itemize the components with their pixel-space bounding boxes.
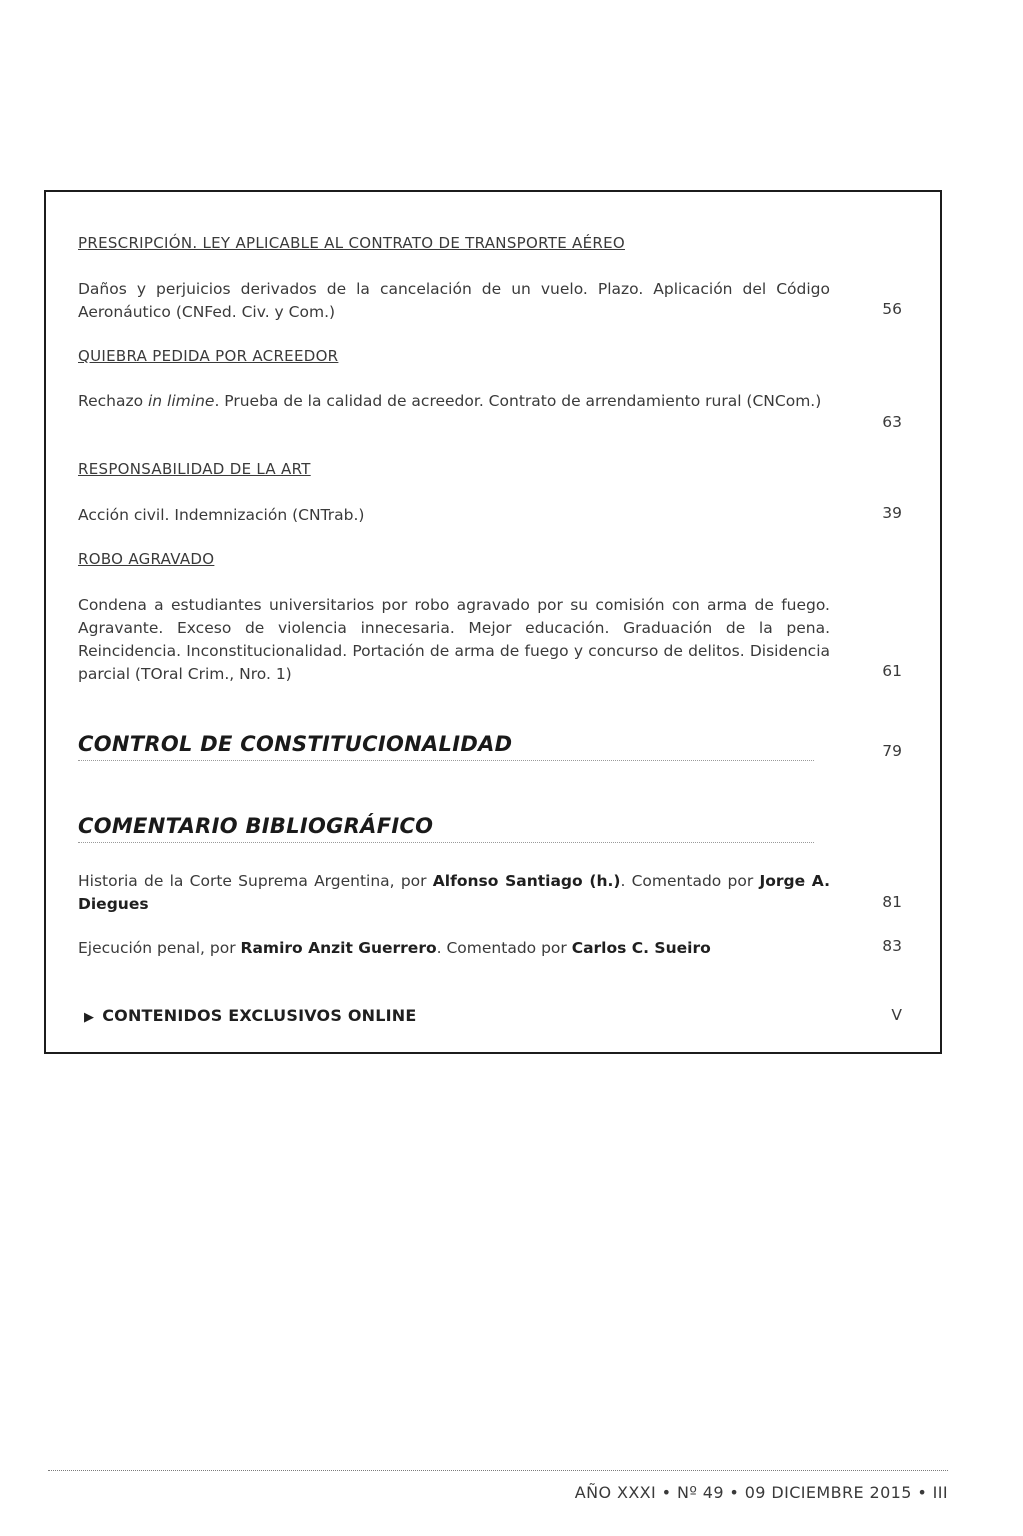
section-title-control: CONTROL DE CONSTITUCIONALIDAD — [78, 732, 513, 756]
page-number-control: 79 — [882, 742, 902, 760]
dotted-leader — [78, 760, 814, 761]
entry-text: . Comentado por — [436, 939, 572, 957]
reviewer-name: Carlos C. Sueiro — [571, 939, 711, 957]
page-number-robo: 61 — [882, 662, 902, 680]
author-name: Ramiro Anzit Guerrero — [240, 939, 437, 957]
online-contents-label: CONTENIDOS EXCLUSIVOS ONLINE — [102, 1006, 417, 1025]
page-number-ejecucion: 83 — [882, 937, 902, 955]
entry-quiebra-lead: Rechazo — [78, 392, 148, 410]
page-number-online: V — [891, 1006, 902, 1024]
entry-quiebra — [78, 390, 830, 413]
index-box — [44, 190, 942, 1054]
author-name: Alfonso Santiago (h.) — [432, 872, 621, 890]
footer-dotted-rule — [48, 1470, 948, 1471]
entry-comentario-ejecucion — [78, 937, 830, 960]
page-number-responsabilidad: 39 — [882, 504, 902, 522]
entry-quiebra-italic: in limine — [148, 392, 215, 410]
entry-text: Ejecución penal, por — [78, 939, 241, 957]
entry-quiebra-rest: . Prueba de la calidad de acreedor. Contrato de arrendamiento rural (CNCom.) — [214, 392, 822, 410]
entry-comentario-historia — [78, 870, 830, 916]
entry-prescripcion: Daños y perjuicios derivados de la cancelación de un vuelo. Plazo. Aplicación del Código Aeronáutico (CNFed. Civ. y Com.) — [78, 280, 830, 321]
entry-robo: Condena a estudiantes universitarios por robo agravado por su comisión con arma de fuego. Agravante. Exceso de violencia innecesaria. Mejor educación. Graduación de la pena. Reincidencia. Inconstitucionalidad. Portación de arma de fuego y concurso de delitos. Disidencia parcial (TOral Crim., Nro. 1) — [78, 596, 830, 683]
section-title-comentario: COMENTARIO BIBLIOGRÁFICO — [78, 814, 434, 838]
dotted-leader — [78, 842, 814, 843]
entry-responsabilidad: Acción civil. Indemnización (CNTrab.) — [78, 506, 365, 524]
page-footer: AÑO XXXI • Nº 49 • 09 DICIEMBRE 2015 • III — [574, 1483, 948, 1502]
reviewer-name: Jorge A. Diegues — [78, 872, 830, 913]
online-contents-link[interactable] — [84, 1006, 417, 1025]
page-number-prescripcion: 56 — [882, 300, 902, 318]
heading-robo: ROBO AGRAVADO — [78, 550, 215, 568]
page-number-historia: 81 — [882, 893, 902, 911]
heading-quiebra: QUIEBRA PEDIDA POR ACREEDOR — [78, 347, 339, 365]
entry-text: Historia de la Corte Suprema Argentina, por — [78, 872, 433, 890]
heading-responsabilidad: RESPONSABILIDAD DE LA ART — [78, 460, 311, 478]
heading-prescripcion: PRESCRIPCIÓN. LEY APLICABLE AL CONTRATO DE TRANSPORTE AÉREO — [78, 234, 625, 252]
triangle-right-icon: ▶ — [84, 1010, 95, 1025]
page-number-quiebra: 63 — [882, 413, 902, 431]
entry-text: . Comentado por — [620, 872, 760, 890]
